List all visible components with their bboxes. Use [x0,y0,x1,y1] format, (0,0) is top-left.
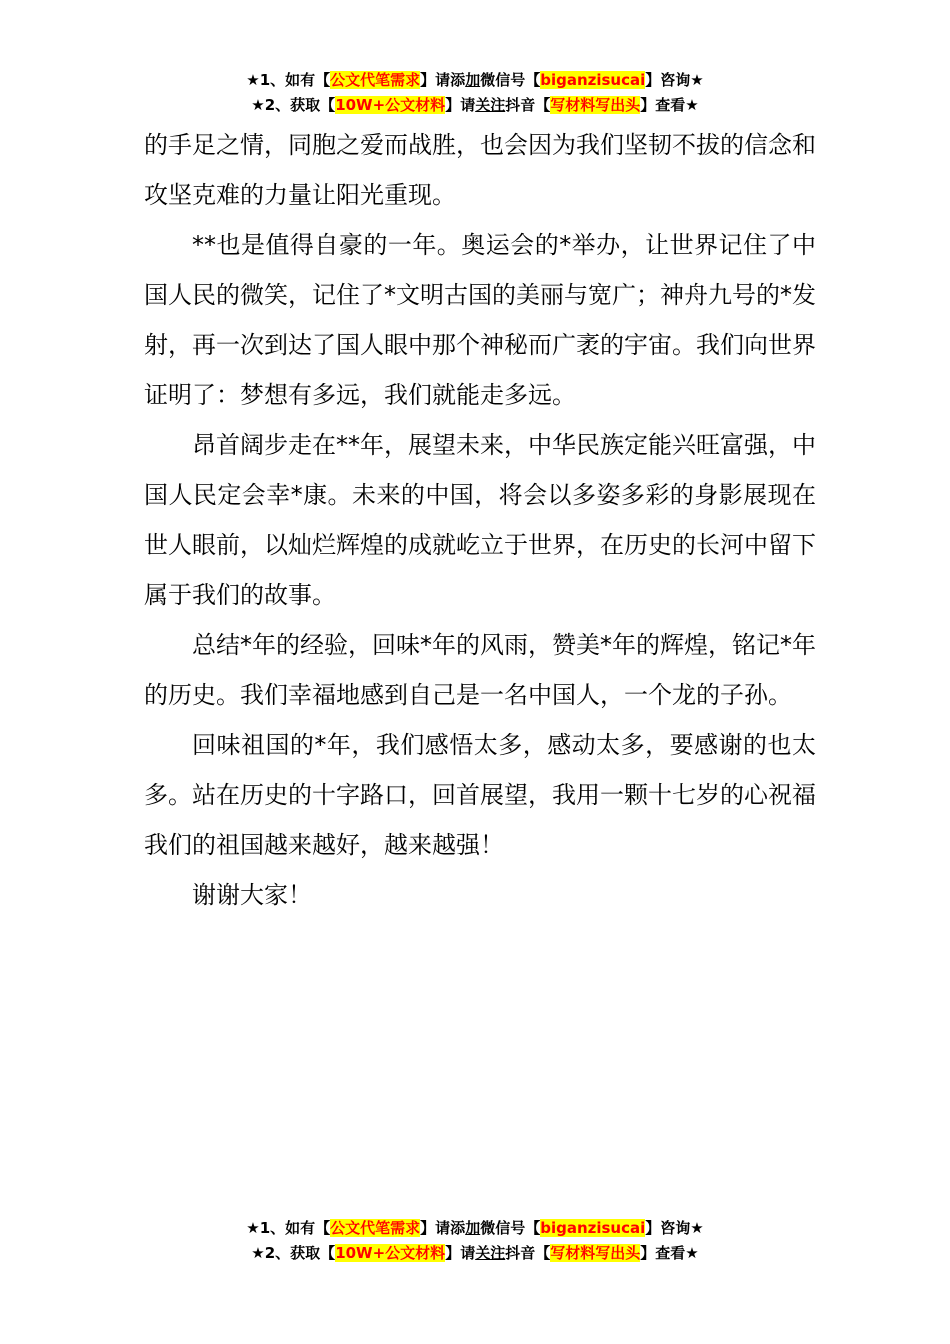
banner-text: 微信号【 [480,71,541,89]
header-banner [0,68,950,118]
paragraph-proud-year: **也是值得自豪的一年。奥运会的*举办，让世界记住了中国人民的微笑，记住了*文明古国的美丽与宽广；神舟九号的*发射，再一次到达了国人眼中那个神秘而广袤的宇宙。我们向世界证明了：梦想有多远，我们就能走多远。 [144,231,816,409]
document-body [144,120,816,920]
banner-text: 】请 [445,1244,476,1262]
banner-text: 】请添 [420,71,466,89]
banner-emphasis: 加 [465,71,481,89]
banner-line-1 [0,68,950,93]
banner-text: ★1、如有【 [246,1219,331,1237]
banner-text: 微信号【 [480,1219,541,1237]
banner-text: 】请 [445,96,476,114]
banner-highlight-service: 公文代笔需求 [330,1219,421,1237]
banner-text: 】咨询★ [645,1219,704,1237]
banner-text: 】咨询★ [645,71,704,89]
banner-highlight-wechat: biganzisucai [540,1219,646,1237]
banner-highlight-service: 公文代笔需求 [330,71,421,89]
paragraph-summary: 总结*年的经验，回味*年的风雨，赞美*年的辉煌，铭记*年的历史。我们幸福地感到自己是一名中国人，一个龙的子孙。 [144,631,816,709]
banner-highlight-materials: 10W+公文材料 [335,96,446,114]
banner-emphasis: 关注 [475,96,506,114]
banner-text: ★2、获取【 [251,1244,336,1262]
banner-line-1 [0,1216,950,1241]
banner-highlight-materials: 10W+公文材料 [335,1244,446,1262]
banner-text: 】查看★ [640,1244,699,1262]
banner-text: 抖音【 [505,1244,551,1262]
footer-banner [0,1216,950,1266]
banner-highlight-douyin: 写材料写出头 [550,1244,641,1262]
banner-line-2 [0,1241,950,1266]
paragraph-continuation: 的手足之情，同胞之爱而战胜，也会因为我们坚韧不拔的信念和攻坚克难的力量让阳光重现。 [144,131,816,209]
banner-highlight-douyin: 写材料写出头 [550,96,641,114]
banner-text: ★2、获取【 [251,96,336,114]
banner-text: ★1、如有【 [246,71,331,89]
paragraph-gratitude: 回味祖国的*年，我们感悟太多，感动太多，要感谢的也太多。站在历史的十字路口，回首展望，我用一颗十七岁的心祝福我们的祖国越来越好，越来越强！ [144,731,816,859]
paragraph-future: 昂首阔步走在**年，展望未来，中华民族定能兴旺富强，中国人民定会幸*康。未来的中国，将会以多姿多彩的身影展现在世人眼前，以灿烂辉煌的成就屹立于世界，在历史的长河中留下属于我们的故事。 [144,431,816,609]
banner-text: 】请添 [420,1219,466,1237]
banner-line-2 [0,93,950,118]
banner-emphasis: 关注 [475,1244,506,1262]
banner-text: 抖音【 [505,96,551,114]
banner-text: 】查看★ [640,96,699,114]
paragraph-thanks: 谢谢大家！ [192,881,312,909]
banner-emphasis: 加 [465,1219,481,1237]
banner-highlight-wechat: biganzisucai [540,71,646,89]
